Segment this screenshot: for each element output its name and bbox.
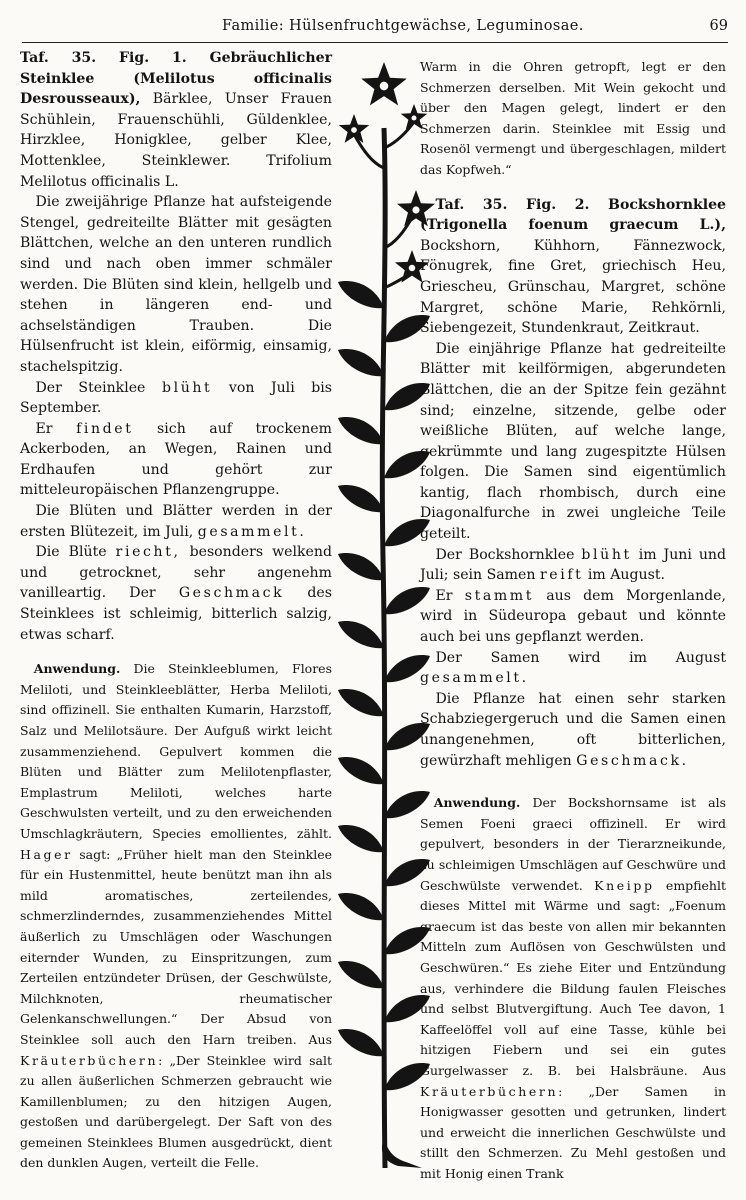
bockshornklee-origin: Er stammt aus dem Morgenlande, wird in Südeuropa gebaut und könnte auch bei uns gepflanzt werden. [420, 587, 726, 646]
plant-flower-center [409, 265, 415, 271]
bockshornklee-usage: Anwendung. Der Bockshornsame ist als Semen Foeni graeci offizinell. Er wird gepulvert, besonders in der Tierarzneikunde, zu schleimigen Umschlägen auf Geschwüre und Geschwülste verwendet. Kneipp empfiehlt dieses Mittel mit Wärme und sagt: „Foenum graecum ist das beste von allen mir bekannten Mitteln zum Auflösen von Geschwülsten und Geschwüren.“ Es ziehe Eiter und Entzündung aus, verhindere die Bildung faulen Fleisches und selbst Blutvergiftung. Auch Tee davon, 1 Kaffeelöffel voll auf eine Tasse, kühle bei hitzigen Fiebern und sei ein gutes Gurgelwasser z. B. bei Halsbräune. Aus Kräuterbüchern: „Der Samen in Honigwasser gesotten und getrunken, lindert und erweicht die innerlichen Geschwülste und stillt den Schmerzen. Zu Mehl gestoßen und mit Honig einen Trank [420, 795, 726, 1181]
plant-stem [384, 214, 414, 248]
plant-leaf [338, 757, 384, 784]
bockshornklee-harvest: Der Samen wird im August gesammelt. [420, 649, 726, 687]
plant-flower-center [412, 206, 419, 213]
steinklee-description: Die zweijährige Pflanze hat aufsteigende Stengel, gedreiteilte Blätter mit gesägten Blättchen, welche an den unteren rundlich sind und nach oben immer schmäler werden. Die Blüten sind klein, hellgelb und stehen in längeren end- und achselständigen Trauben. Die Hülsenfrucht ist klein, eiförmig, einsamig, stachelspitzig. [20, 194, 332, 375]
steinklee-continuation: Warm in die Ohren getropft, legt er den Schmerzen derselben. Mit Wein gekocht und über den Magen gelegt, lindert er den Schmerzen darin. Steinklee mit Essig und Rosenöl vermengt und übergeschlagen, mildert das Kopfweh.“ [420, 59, 726, 177]
plant-leaf [338, 417, 384, 444]
bockshornklee-smell-taste: Die Pflanze hat einen sehr starken Schabziegergeruch und die Samen einen unangenehmen, oft bitterlichen, gewürzhaft mehligen Geschmack. [420, 690, 726, 769]
plant-leaf [338, 893, 384, 920]
plant-leaf [338, 553, 384, 580]
right-column [420, 57, 726, 1184]
bockshornklee-entry-heading: Taf. 35. Fig. 2. Bockshornklee (Trigonella foenum graecum L.), Bockshorn, Kühhorn, Fännezwock, Fönugrek, fine Gret, griechisch Heu, Griescheu, Grünschau, Margret, schöne Margret, schöne Marie, Rehkörnli, Siebengezeit, Stundenkraut, Zeitkraut. [420, 196, 726, 337]
plant-leaf [338, 689, 384, 716]
plant-leaf [338, 825, 384, 852]
plant-stem [384, 122, 414, 148]
bockshornklee-description: Die einjährige Pflanze hat gedreiteilte Blätter mit keilförmigen, abgerundeten Blättchen, die an der Spitze fein gezähnt sind; einzelne, sitzende, gelbe oder weißliche Blüten, auf welche lange, gekrümmte und lang zugespitzte Hülsen folgen. Die Samen sind eigentümlich kantig, flach rhombisch, durch eine Diagonalfurche in zwei ungleiche Teile geteilt. [420, 340, 726, 543]
steinklee-smell-taste: Die Blüte riecht, besonders welkend und getrocknet, sehr angenehm vanilleartig. Der Geschmack des Steinklees ist schleimig, bitterlich salzig, etwas scharf. [20, 544, 332, 643]
left-column [20, 48, 332, 1174]
plant-leaf [338, 961, 384, 988]
plant-leaf [338, 485, 384, 512]
plant-stem [384, 272, 412, 288]
page-header [22, 16, 728, 43]
plant-flower-center [380, 82, 389, 91]
steinklee-bloom: Der Steinklee blüht von Juli bis September. [20, 379, 333, 417]
plant-leaf [338, 349, 384, 376]
steinklee-habitat: Er findet sich auf trockenem Ackerboden, an Wegen, Rainen und Erdhaufen und gehört zur mitteleuropäischen Pflanzengruppe. [20, 420, 332, 499]
steinklee-entry-heading: Taf. 35. Fig. 1. Gebräuchlicher Steinklee (Melilotus officinalis Desrousseaux), Bärklee, Unser Frauen Schühlein, Frauenschühli, Güldenklee, Hirzklee, Honigklee, gelber Klee, Mottenklee, Steinklewer. Trifolium Melilotus officinalis L. [20, 50, 332, 190]
steinklee-harvest: Die Blüten und Blätter werden in der ersten Blütezeit, im Juli, gesammelt. [20, 503, 332, 540]
bockshornklee-bloom: Der Bockshornklee blüht im Juni und Juli; sein Samen reift im August. [420, 546, 726, 584]
page-number: 69 [709, 18, 728, 34]
plant-leaf [338, 1029, 384, 1056]
plant-leaf [338, 621, 384, 648]
running-title: Familie: Hülsenfruchtgewächse, Leguminosae. [222, 18, 584, 34]
plant-flower-center [411, 115, 416, 120]
steinklee-usage: Anwendung. Die Steinkleeblumen, Flores Meliloti, und Steinkleeblätter, Herba Meliloti, sind offizinell. Sie enthalten Kumarin, Harzstoff, Salz und Melilotsäure. Der Aufguß wirkt leicht zusammenziehend. Gepulvert kommen die Blüten und Blätter zum Melilotenpflaster, Emplastrum Meliloti, welches harte Geschwulsten verteilt, und zu den erweichenden Umschlagkräutern, Species emollientes, zählt. Hager sagt: „Früher hielt man den Steinklee für ein Hustenmittel, heute benützt man ihn als mild aromatisches, zerteilendes, schmerzlinderndes, zusammenziehendes Mittel äußerlich zu Umschlägen oder Waschungen eiternder Wunden, zu Einspritzungen, zum Zerteilen entzündeter Drüsen, der Geschwülste, Milchknoten, rheumatischer Gelenkanschwellungen.“ Der Absud von Steinklee soll auch den Harn treiben. Aus Kräuterbüchern: „Der Steinklee wird salt zu allen äußerlichen Schmerzen gebraucht wie Kamillenblumen; zu den hitzigen Augen, gestoßen und darübergelegt. Der Saft von des gemeinen Steinklees Blumen ausgedrückt, dient den dunklen Augen, verteilt die Felle. [20, 661, 332, 1171]
plant-flower-center [351, 127, 357, 133]
plant-stem [354, 134, 384, 168]
plant-leaf [338, 281, 384, 308]
